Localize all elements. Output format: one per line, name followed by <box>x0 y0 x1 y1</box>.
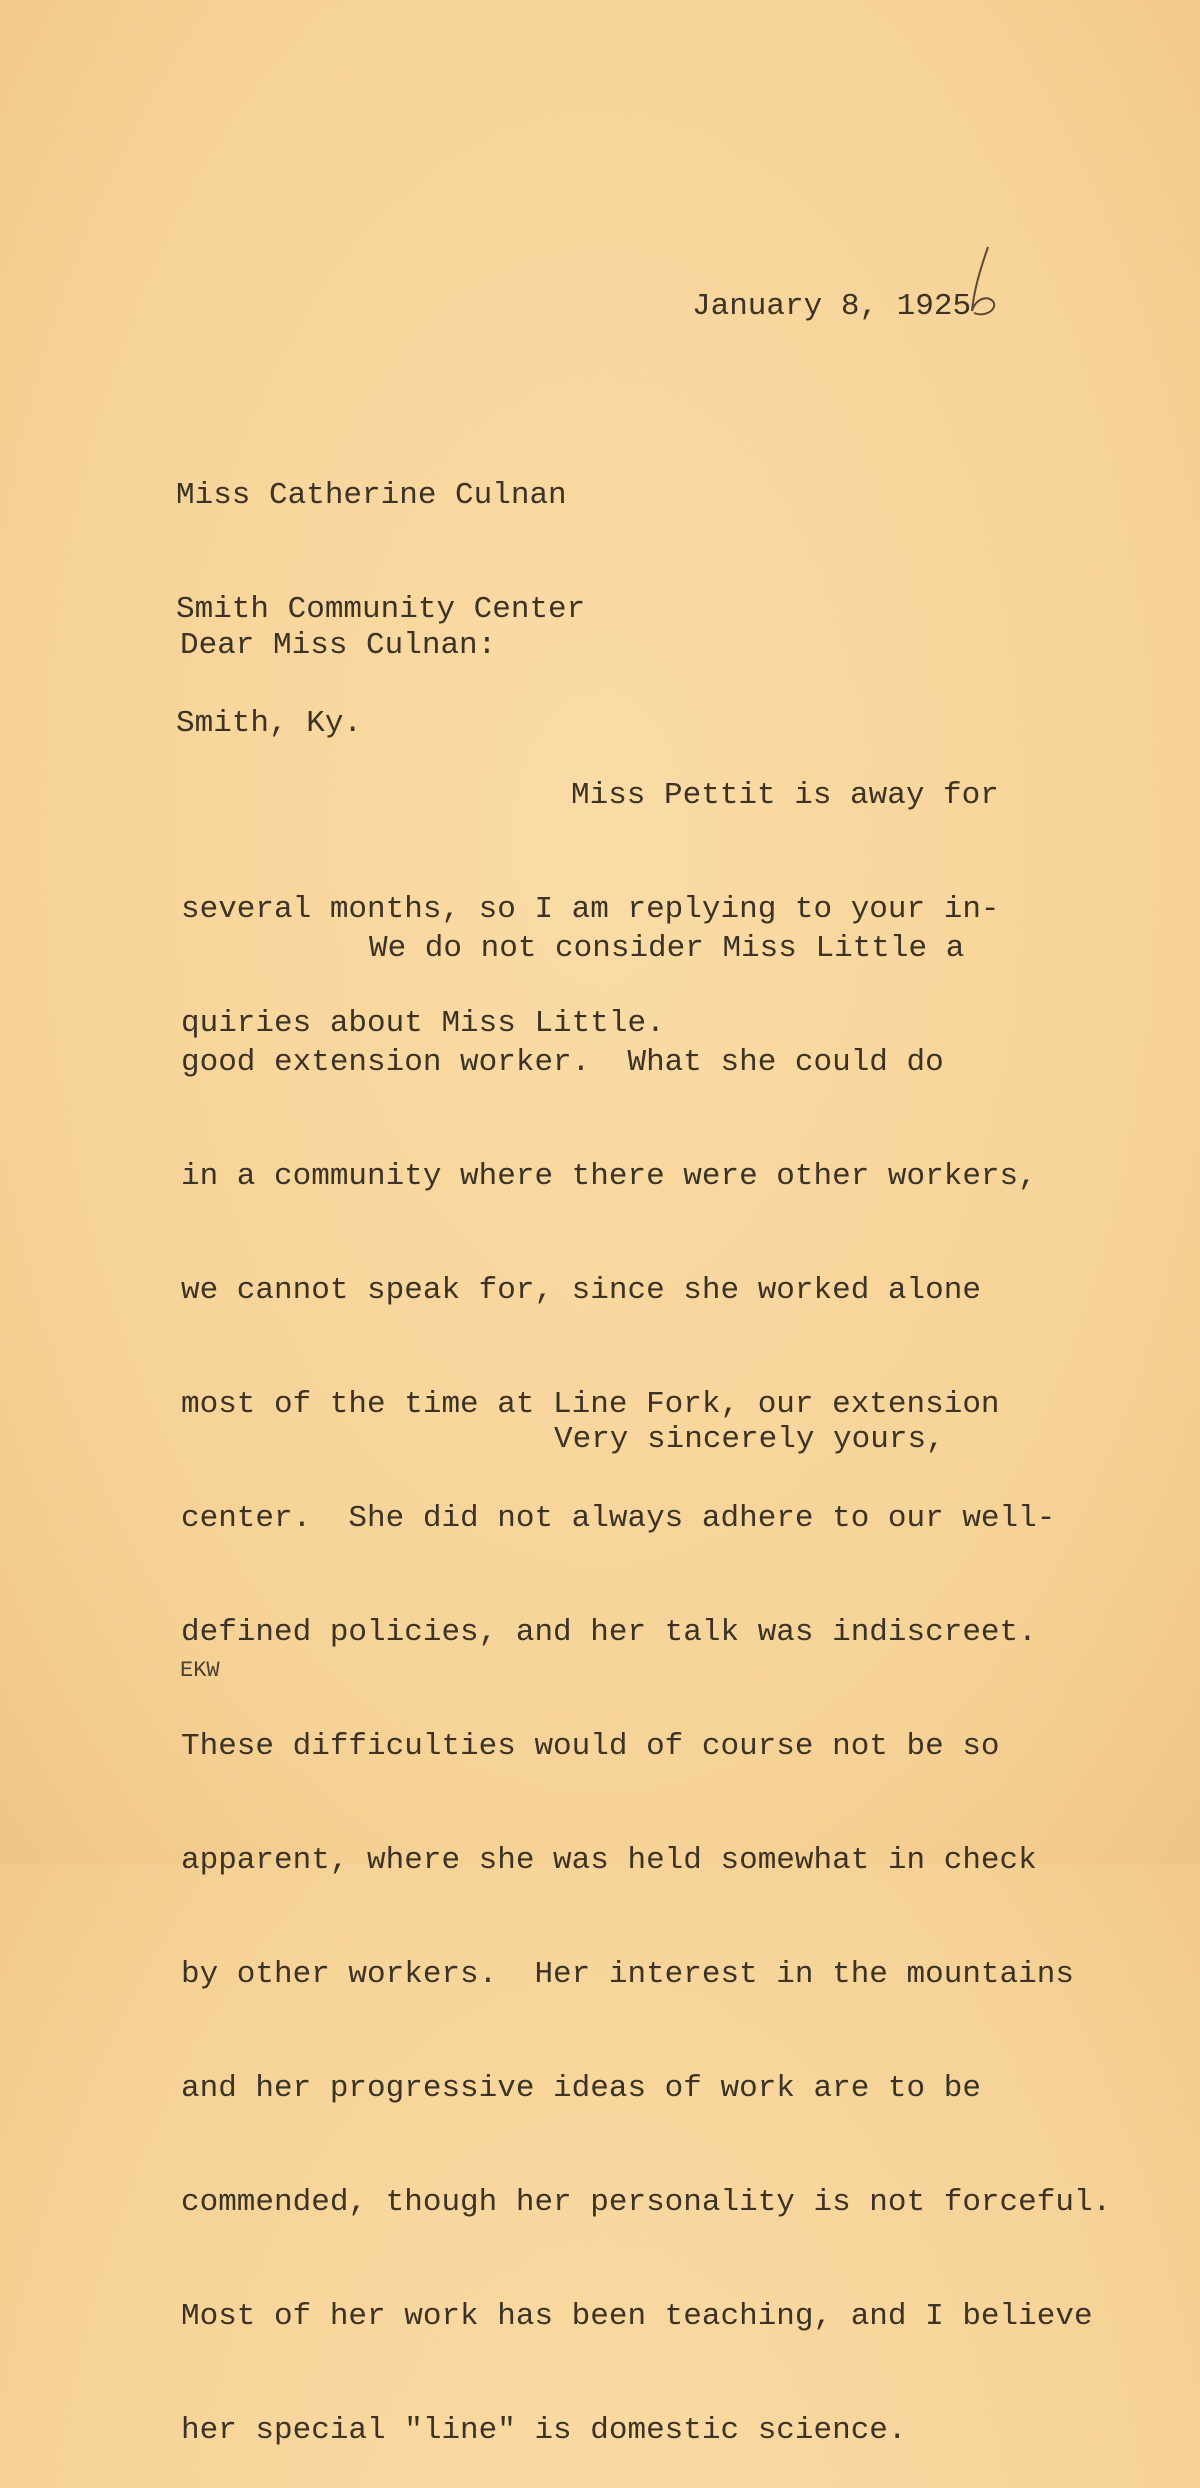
text-line: We do not consider Miss Little a <box>369 931 965 966</box>
paragraph-2 <box>181 854 1111 2488</box>
text-line: most of the time at Line Fork, our extension <box>181 1387 1000 1422</box>
salutation: Dear Miss Culnan: <box>180 628 497 663</box>
text-line: center. She did not always adhere to our well- <box>181 1501 1056 1536</box>
address-line: Smith, Ky. <box>176 706 363 741</box>
text-line: by other workers. Her interest in the mountains <box>181 1957 1074 1992</box>
typist-initials: EKW <box>180 1658 220 1683</box>
closing: Very sincerely yours, <box>554 1422 945 1457</box>
text-line: apparent, where she was held somewhat in check <box>181 1843 1037 1878</box>
text-line: These difficulties would of course not be so <box>181 1729 1000 1764</box>
handwritten-correction-mark <box>950 245 1010 325</box>
letter-date: January 8, 1925 <box>692 289 972 324</box>
text-line: good extension worker. What she could do <box>181 1045 944 1080</box>
text-line: Most of her work has been teaching, and I believe <box>181 2299 1093 2334</box>
address-line: Smith Community Center <box>176 592 586 627</box>
text-line: her special "line" is domestic science. <box>181 2413 907 2448</box>
text-line: and her progressive ideas of work are to be <box>181 2071 981 2106</box>
text-line: we cannot speak for, since she worked alone <box>181 1273 981 1308</box>
text-line: Miss Pettit is away for <box>571 778 999 813</box>
text-line: in a community where there were other workers, <box>181 1159 1037 1194</box>
address-line: Miss Catherine Culnan <box>176 478 567 513</box>
text-line: commended, though her personality is not forceful. <box>181 2185 1112 2220</box>
text-line: defined policies, and her talk was indiscreet. <box>181 1615 1037 1650</box>
text-line: several months, so I am replying to your in- <box>181 892 1000 927</box>
text-line: quiries about Miss Little. <box>181 1006 665 1041</box>
